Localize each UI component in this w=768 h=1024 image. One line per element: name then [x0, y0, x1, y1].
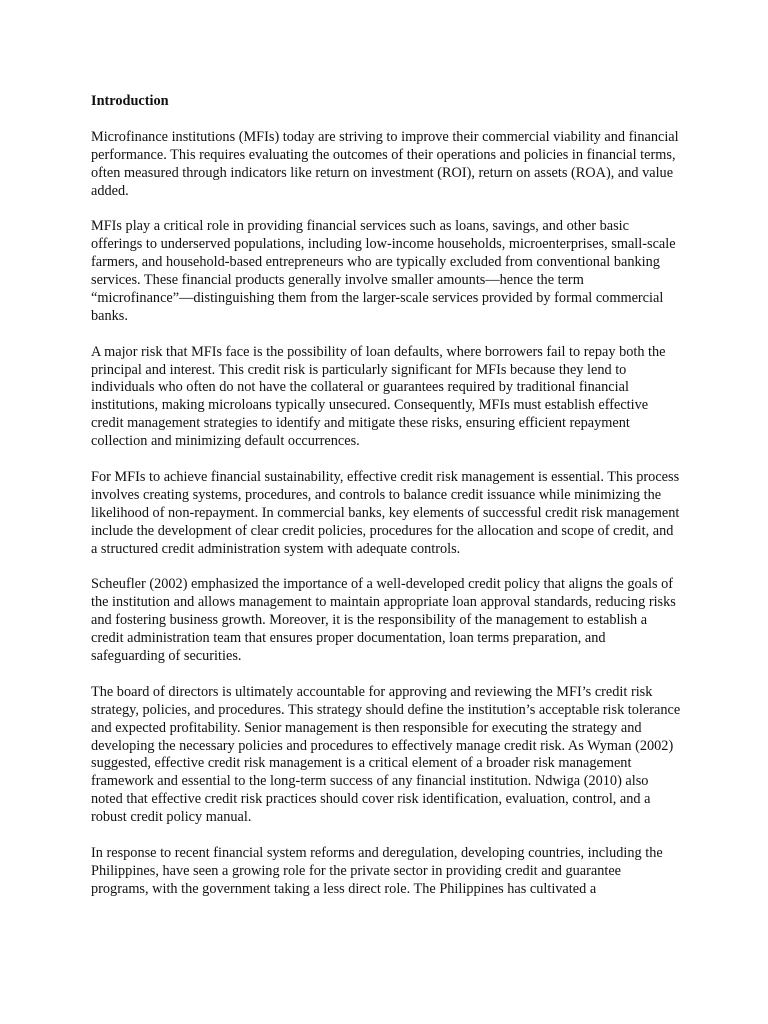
paragraph-3: A major risk that MFIs face is the possibility of loan defaults, where borrowers fail to repay both the principal and interest. This credit risk is particularly significant for MFIs because they lend to individuals who often do not have the collateral or guarantees required by traditional financial institutions, making microloans typically unsecured. Consequently, MFIs must establish effective credit management strategies to identify and mitigate these risks, ensuring efficient repayment collection and minimizing default occurrences. [91, 343, 666, 450]
paragraph-2: MFIs play a critical role in providing financial services such as loans, savings, and other basic offerings to underserved populations, including low-income households, microenterprises, small-scale farmers, and household-based entrepreneurs who are typically excluded from conventional banking services. These financial products generally involve smaller amounts—hence the term “microfinance”—distinguishing them from the larger-scale services provided by formal commercial banks. [91, 218, 676, 324]
paragraph-7: In response to recent financial system reforms and deregulation, developing countries, including the Philippines, have seen a growing role for the private sector in providing credit and guarantee programs, with the government taking a less direct role. The Philippines has cultivated a [91, 844, 663, 897]
paragraph-6: The board of directors is ultimately accountable for approving and reviewing the MFI’s credit risk strategy, policies, and procedures. This strategy should define the institution’s acceptable risk tolerance and expected profitability. Senior management is then responsible for executing the strategy and developing the necessary policies and procedures to effectively manage credit risk. As Wyman (2002) suggested, effective credit risk management is a critical element of a broader risk management framework and essential to the long-term success of any financial institution. Ndwiga (2010) also noted that effective credit risk practices should cover risk identification, evaluation, control, and a robust credit policy manual. [91, 683, 681, 826]
section-heading: Introduction [91, 93, 169, 109]
paragraph-4: For MFIs to achieve financial sustainability, effective credit risk management is essential. This process involves creating systems, procedures, and controls to balance credit issuance while minimizing the likelihood of non-repayment. In commercial banks, key elements of successful credit risk management include the development of clear credit policies, procedures for the allocation and scope of credit, and a structured credit administration system with adequate controls. [91, 468, 680, 557]
paragraph-1: Microfinance institutions (MFIs) today are striving to improve their commercial viability and financial performance. This requires evaluating the outcomes of their operations and policies in financial terms, often measured through indicators like return on investment (ROI), return on assets (ROA), and value added. [91, 128, 679, 199]
document-body [91, 93, 681, 917]
paragraph-5: Scheufler (2002) emphasized the importance of a well-developed credit policy that aligns the goals of the institution and allows management to maintain appropriate loan approval standards, reducing risks and fostering business growth. Moreover, it is the responsibility of the management to establish a credit administration team that ensures proper documentation, loan terms preparation, and safeguarding of securities. [91, 576, 676, 665]
